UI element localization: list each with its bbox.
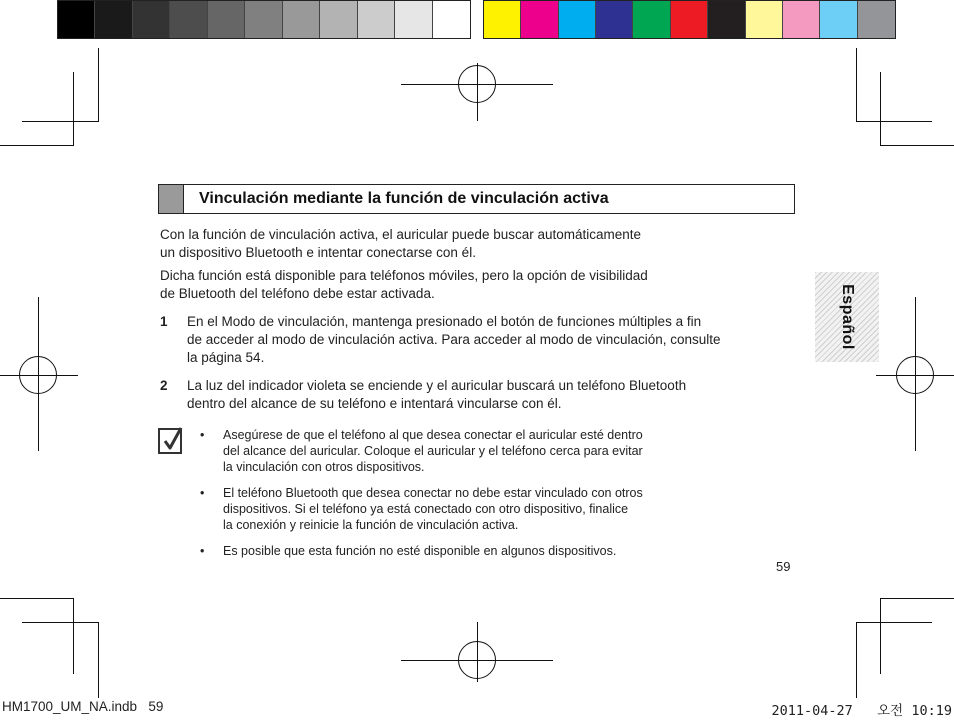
color-swatch [358,1,395,38]
crop-mark [0,145,74,146]
grayscale-color-bar [57,0,471,39]
text-line: El teléfono Bluetooth que desea conectar no debe estar vinculado con otros [223,486,643,500]
section-header [158,184,795,214]
footer-datetime: 2011-04-27 오전 10:19 [771,703,952,719]
text-line: Asegúrese de que el teléfono al que desea conectar el auricular esté dentro [223,428,643,442]
crop-mark [856,622,932,623]
text-line: de acceder al modo de vinculación activa. Para acceder al modo de vinculación, consulte [187,332,721,347]
color-swatch [58,1,95,38]
text-line: Es posible que esta función no esté disponible en algunos dispositivos. [223,544,617,558]
color-swatch [820,1,857,38]
color-swatch [283,1,320,38]
color-swatch [484,1,521,38]
bullet-dot: • [200,544,205,558]
step-2 [160,377,800,413]
text-line: dispositivos. Si el teléfono ya está conectado con otro dispositivo, finalice [223,502,629,516]
text-line: de Bluetooth del teléfono debe estar activada. [160,286,435,301]
bullet-dot: • [200,486,205,500]
text-line: Dicha función está disponible para teléfonos móviles, pero la opción de visibilidad [160,268,648,283]
note-item-2 [200,485,643,533]
crop-mark [0,598,74,599]
step-number: 2 [160,378,168,393]
registration-circle [458,641,496,679]
language-tab-label: Español [839,284,856,350]
color-swatch [708,1,745,38]
color-swatch [245,1,282,38]
intro-paragraph-2 [160,267,648,303]
note-item-3 [200,543,616,559]
crop-mark [73,598,74,674]
crop-mark [856,622,857,698]
color-swatch [596,1,633,38]
color-swatch [521,1,558,38]
color-swatch [170,1,207,38]
text-line: La luz del indicador violeta se enciende y el auricular buscará un teléfono Bluetooth [187,378,687,393]
text-line: la página 54. [187,350,265,365]
registration-circle [896,356,934,394]
step-number: 1 [160,314,168,329]
crop-mark [880,145,954,146]
crop-mark [856,121,932,122]
color-swatch [95,1,132,38]
color-swatch [783,1,820,38]
text-line: dentro del alcance de su teléfono e intentará vincularse con él. [187,396,562,411]
section-header-marker [159,185,184,213]
intro-paragraph-1 [160,226,641,262]
text-line: En el Modo de vinculación, mantenga presionado el botón de funciones múltiples a fin [187,314,702,329]
color-swatch [208,1,245,38]
crop-mark [880,598,881,674]
color-swatch [746,1,783,38]
bullet-dot: • [200,428,205,442]
crop-mark [880,72,881,145]
color-swatch [395,1,432,38]
text-line: del alcance del auricular. Coloque el auricular y el teléfono cerca para evitar [223,444,643,458]
step-1 [160,313,800,367]
color-swatch [133,1,170,38]
color-swatch [858,1,895,38]
color-swatch [433,1,470,38]
crop-mark [73,72,74,145]
text-line: un dispositivo Bluetooth e intentar conectarse con él. [160,245,476,260]
crop-mark [22,622,98,623]
text-line: Con la función de vinculación activa, el auricular puede buscar automáticamente [160,227,642,242]
section-title: Vinculación mediante la función de vinculación activa [199,190,609,207]
checkbox-note-icon [158,428,182,454]
crop-mark [856,48,857,122]
language-tab [815,272,879,362]
crop-mark [22,121,98,122]
text-line: la vinculación con otros dispositivos. [223,460,425,474]
crop-mark [98,622,99,698]
footer-file-info: HM1700_UM_NA.indb 59 [2,699,164,714]
color-swatch [559,1,596,38]
registration-circle [458,65,496,103]
note-item-1 [200,427,643,475]
color-swatch [320,1,357,38]
color-swatch [671,1,708,38]
crop-mark [98,48,99,122]
registration-circle [19,356,57,394]
page-number: 59 [776,559,791,574]
text-line: la conexión y reinicie la función de vinculación activa. [223,518,519,532]
process-color-bar [483,0,896,39]
crop-mark [880,598,954,599]
color-swatch [633,1,670,38]
